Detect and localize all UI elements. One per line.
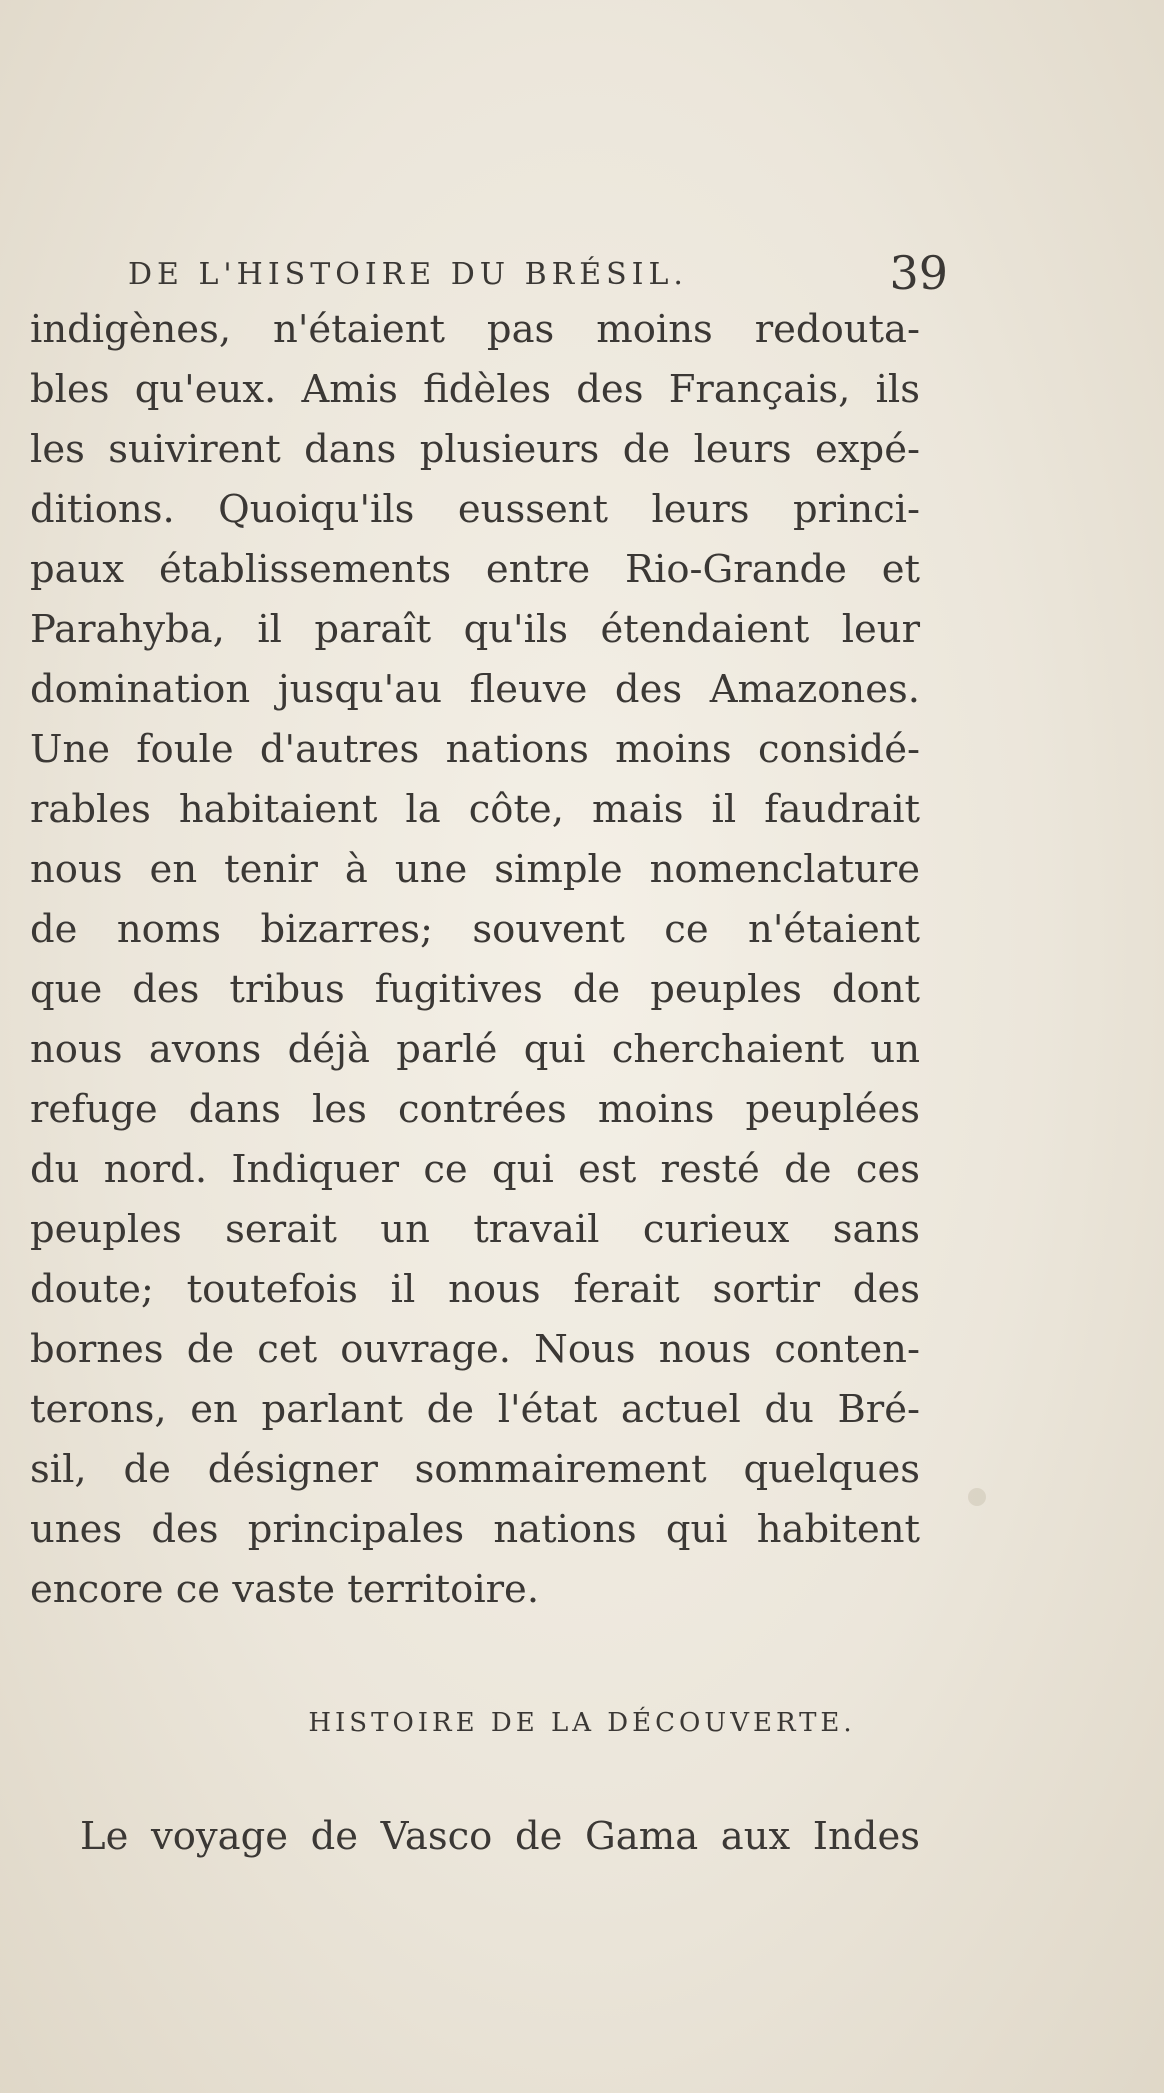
text-line: encore ce vaste territoire. [30,1567,540,1612]
text-line: du nord. Indiquer ce qui est resté de ces [30,1147,920,1192]
text-line: doute; toutefois il nous ferait sortir des [30,1267,920,1312]
text-line: nous en tenir à une simple nomenclature [30,847,920,892]
page-number: 39 [889,246,948,300]
text-line: Une foule d'autres nations moins considé- [30,727,920,772]
text-line: Parahyba, il paraît qu'ils étendaient leur [30,607,920,652]
running-head [128,246,948,300]
continuation-line: Le voyage de Vasco de Gama aux Indes [80,1814,920,1859]
text-line: unes des principales nations qui habitent [30,1507,920,1552]
text-line: rables habitaient la côte, mais il faudrait [30,787,920,832]
text-line: bles qu'eux. Amis fidèles des Français, ils [30,367,920,412]
text-line: paux établissements entre Rio-Grande et [30,547,920,592]
text-line: domination jusqu'au fleuve des Amazones. [30,667,920,712]
text-line: les suivirent dans plusieurs de leurs expé- [30,427,920,472]
text-line: indigènes, n'étaient pas moins redouta- [30,307,920,352]
text-line: refuge dans les contrées moins peuplées [30,1087,920,1132]
paper-stain [968,1488,986,1506]
text-line: sil, de désigner sommairement quelques [30,1447,920,1492]
text-line: que des tribus fugitives de peuples dont [30,967,920,1012]
text-line: terons, en parlant de l'état actuel du Bré- [30,1387,920,1432]
text-line: nous avons déjà parlé qui cherchaient un [30,1027,920,1072]
text-line: peuples serait un travail curieux sans [30,1207,920,1252]
text-line: ditions. Quoiqu'ils eussent leurs princi- [30,487,920,532]
running-title: DE L'HISTOIRE DU BRÉSIL. [128,257,688,292]
section-heading: HISTOIRE DE LA DÉCOUVERTE. [308,1708,856,1738]
text-line: de noms bizarres; souvent ce n'étaient [30,907,920,952]
body-text [30,300,920,1620]
text-line: bornes de cet ouvrage. Nous nous conten- [30,1327,920,1372]
